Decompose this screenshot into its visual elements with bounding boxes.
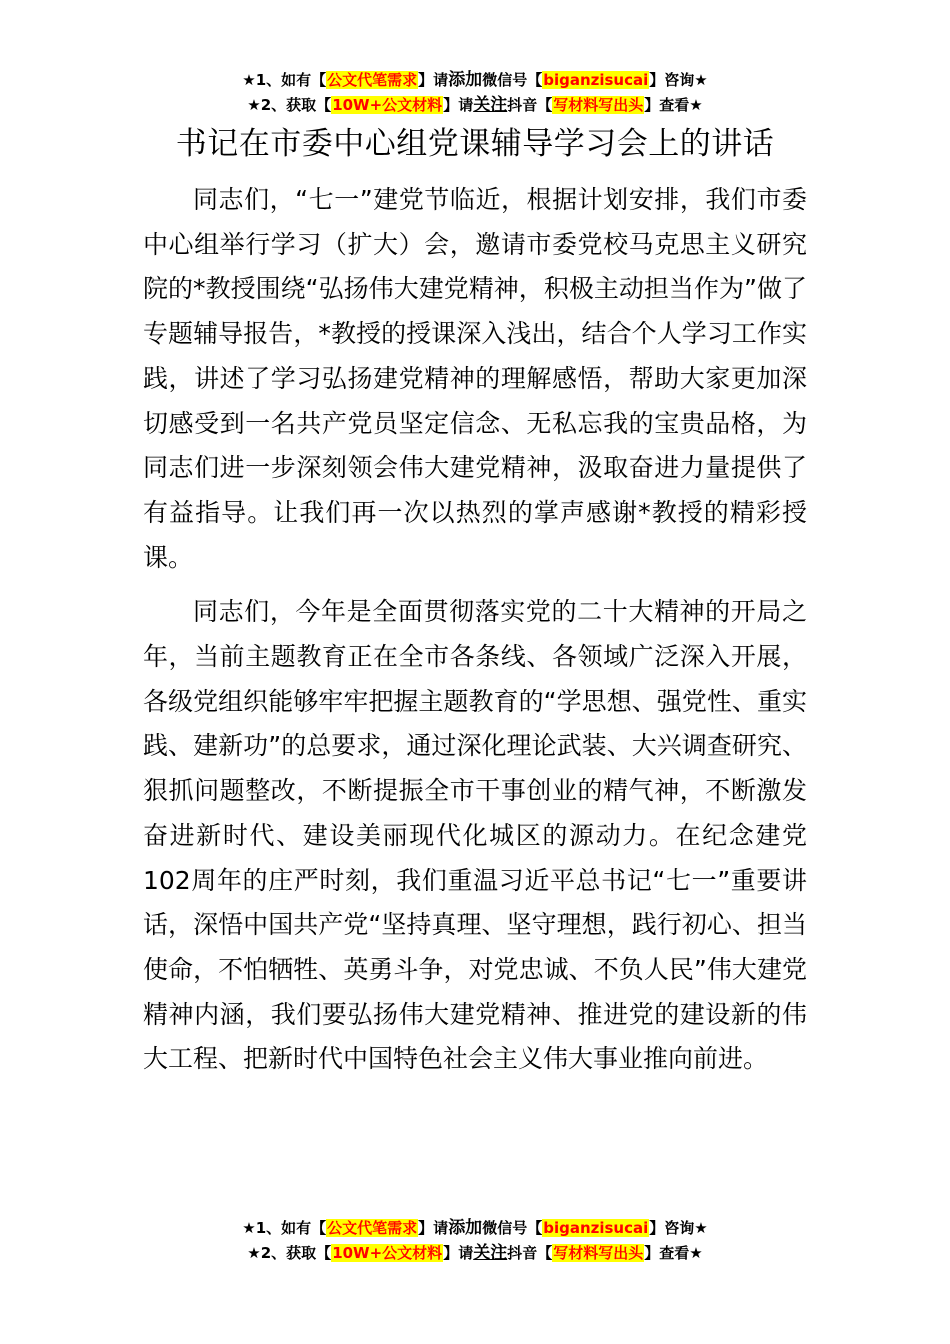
paragraph: 同志们，今年是全面贯彻落实党的二十大精神的开局之年，当前主题教育正在全市各条线、各领域广泛深入开展，各级党组织能够牢牢把握主题教育的“学思想、强党性、重实践、建新功”的总要求，通过深化理论武装、大兴调查研究、狠抓问题整改，不断提振全市干事创业的精气神，不断激发奋进新时代、建设美丽现代化城区的源动力。在纪念建党102周年的庄严时刻，我们重温习近平总书记“七一”重要讲话，深悟中国共产党“坚持真理、坚守理想，践行初心、担当使命，不怕牺牲、英勇斗争，对党忠诚、不负人民”伟大建党精神内涵，我们要弘扬伟大建党精神、推进党的建设新的伟大工程、把新时代中国特色社会主义伟大事业推向前进。 [143, 597, 807, 1074]
star-icon: ★ [694, 1219, 708, 1237]
star-icon: ★ [247, 96, 261, 114]
banner-text: 微信号【 [482, 1219, 543, 1237]
banner-line-1 [0, 68, 950, 93]
banner-text: 】咨询 [649, 71, 695, 89]
banner-text: 2、获取【 [260, 1244, 332, 1262]
banner-text: 】咨询 [649, 1219, 695, 1237]
highlight-materials: 10W+公文材料 [332, 96, 443, 114]
star-icon: ★ [689, 96, 703, 114]
banner-text: 】请 [418, 1219, 449, 1237]
banner-text: 2、获取【 [260, 96, 332, 114]
banner-emphasis: 添加 [448, 70, 483, 90]
highlight-service: 公文代笔需求 [327, 1219, 418, 1237]
banner-line-2 [0, 1241, 950, 1266]
highlight-wechat-id: biganzisucai [543, 71, 649, 89]
banner-text: 抖音【 [507, 96, 553, 114]
highlight-materials: 10W+公文材料 [332, 1244, 443, 1262]
banner-emphasis: 添加 [448, 1218, 483, 1238]
star-icon: ★ [242, 71, 256, 89]
banner-text: 1、如有【 [255, 1219, 327, 1237]
banner-emphasis: 关注 [473, 1243, 508, 1263]
banner-text: 】请 [418, 71, 449, 89]
highlight-douyin: 写材料写出头 [553, 1244, 644, 1262]
banner-text: 】查看 [644, 1244, 690, 1262]
banner-text: 】请 [443, 96, 474, 114]
paragraph: 同志们，“七一”建党节临近，根据计划安排，我们市委中心组举行学习（扩大）会，邀请市委党校马克思主义研究院的*教授围绕“弘扬伟大建党精神，积极主动担当作为”做了专题辅导报告，*教授的授课深入浅出，结合个人学习工作实践，讲述了学习弘扬建党精神的理解感悟，帮助大家更加深切感受到一名共产党员坚定信念、无私忘我的宝贵品格，为同志们进一步深刻领会伟大建党精神，汲取奋进力量提供了有益指导。让我们再一次以热烈的掌声感谢*教授的精彩授课。 [143, 185, 807, 572]
star-icon: ★ [247, 1244, 261, 1262]
banner-line-2 [0, 93, 950, 118]
star-icon: ★ [694, 71, 708, 89]
star-icon: ★ [242, 1219, 256, 1237]
header-banner [0, 68, 950, 118]
banner-text: 微信号【 [482, 71, 543, 89]
banner-line-1 [0, 1216, 950, 1241]
star-icon: ★ [689, 1244, 703, 1262]
highlight-douyin: 写材料写出头 [553, 96, 644, 114]
highlight-wechat-id: biganzisucai [543, 1219, 649, 1237]
banner-text: 】查看 [644, 96, 690, 114]
document-title: 书记在市委中心组党课辅导学习会上的讲话 [175, 126, 775, 162]
footer-banner [0, 1216, 950, 1266]
banner-text: 】请 [443, 1244, 474, 1262]
highlight-service: 公文代笔需求 [327, 71, 418, 89]
banner-emphasis: 关注 [473, 95, 508, 115]
banner-text: 1、如有【 [255, 71, 327, 89]
document-body [143, 178, 807, 1092]
banner-text: 抖音【 [507, 1244, 553, 1262]
